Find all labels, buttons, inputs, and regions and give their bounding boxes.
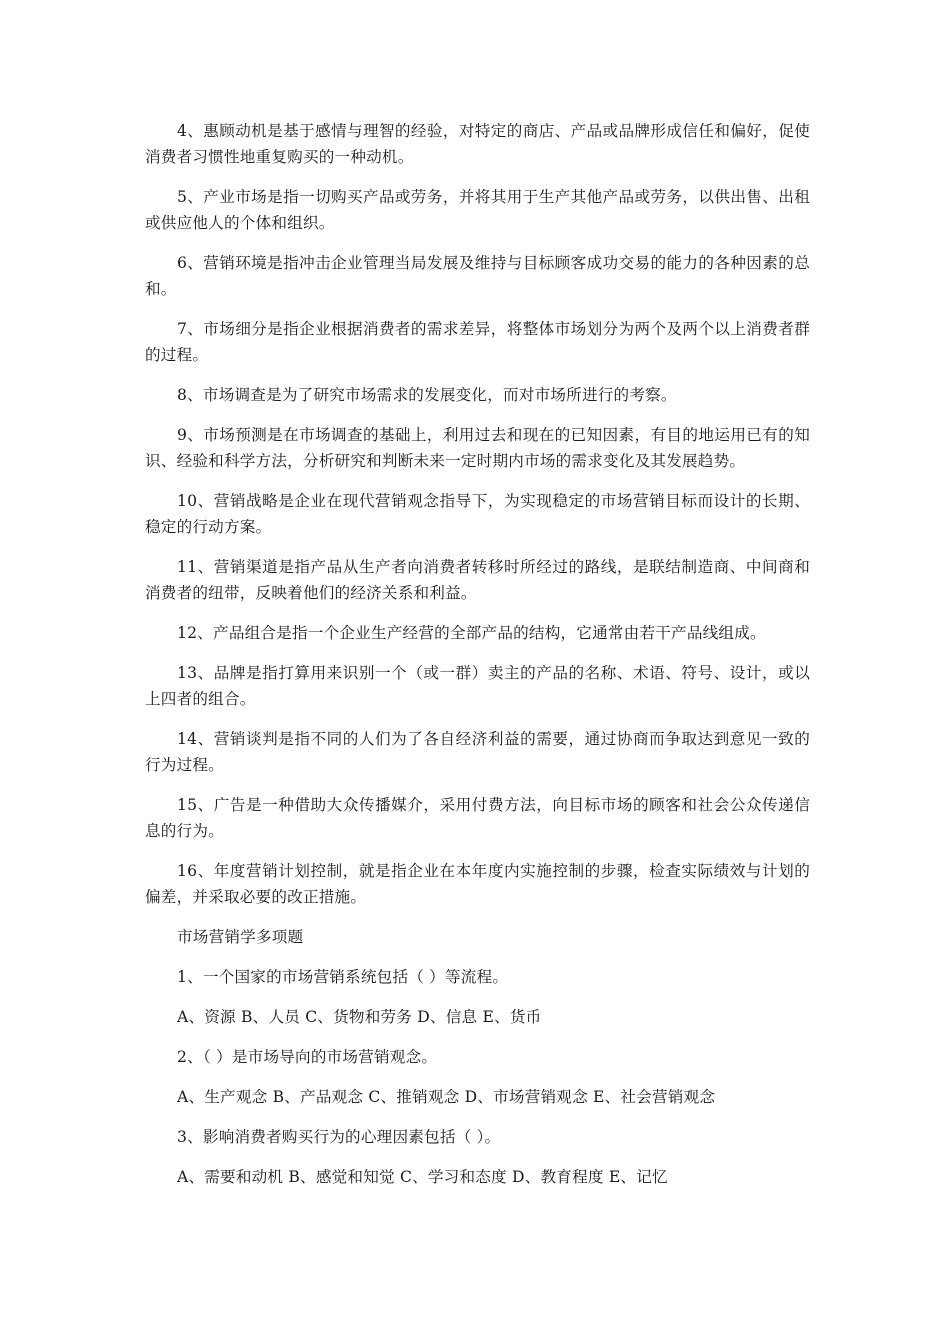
definition-4: 4、惠顾动机是基于感情与理智的经验，对特定的商店、产品或品牌形成信任和偏好，促使消费者习惯性地重复购买的一种动机。: [145, 122, 810, 166]
question-1-options: A、资源 B、人员 C、货物和劳务 D、信息 E、货币: [177, 1008, 542, 1026]
question-3-stem: 3、影响消费者购买行为的心理因素包括（ ）。: [177, 1128, 501, 1146]
question-2-options: A、生产观念 B、产品观念 C、推销观念 D、市场营销观念 E、社会营销观念: [177, 1088, 716, 1106]
definition-15: 15、广告是一种借助大众传播媒介，采用付费方法，向目标市场的顾客和社会公众传递信息的行为。: [145, 796, 810, 840]
definition-11: 11、营销渠道是指产品从生产者向消费者转移时所经过的路线，是联结制造商、中间商和消费者的纽带，反映着他们的经济关系和利益。: [145, 558, 810, 602]
definition-12: 12、产品组合是指一个企业生产经营的全部产品的结构，它通常由若干产品线组成。: [177, 624, 766, 642]
definition-16: 16、年度营销计划控制，就是指企业在本年度内实施控制的步骤，检查实际绩效与计划的偏差，并采取必要的改正措施。: [145, 862, 810, 906]
definition-14: 14、营销谈判是指不同的人们为了各自经济利益的需要，通过协商而争取达到意见一致的行为过程。: [145, 730, 810, 774]
definition-10: 10、营销战略是企业在现代营销观念指导下，为实现稳定的市场营销目标而设计的长期、稳定的行动方案。: [145, 492, 810, 536]
definition-5: 5、产业市场是指一切购买产品或劳务，并将其用于生产其他产品或劳务，以供出售、出租或供应他人的个体和组织。: [145, 188, 810, 232]
definition-8: 8、市场调查是为了研究市场需求的发展变化，而对市场所进行的考察。: [177, 386, 677, 404]
definition-6: 6、营销环境是指冲击企业管理当局发展及维持与目标顾客成功交易的能力的各种因素的总和。: [145, 254, 810, 298]
definition-9: 9、市场预测是在市场调查的基础上，利用过去和现在的已知因素，有目的地运用已有的知识、经验和科学方法，分析研究和判断未来一定时期内市场的需求变化及其发展趋势。: [145, 426, 810, 470]
question-3-options: A、需要和动机 B、感觉和知觉 C、学习和态度 D、教育程度 E、记忆: [177, 1168, 668, 1186]
definition-13: 13、品牌是指打算用来识别一个（或一群）卖主的产品的名称、术语、符号、设计，或以上四者的组合。: [145, 664, 810, 708]
question-2-stem: 2、（ ）是市场导向的市场营销观念。: [177, 1048, 438, 1066]
question-1-stem: 1、一个国家的市场营销系统包括（ ）等流程。: [177, 968, 509, 986]
document-page: [145, 118, 810, 1204]
section-title: 市场营销学多项题: [177, 928, 304, 946]
definition-7: 7、市场细分是指企业根据消费者的需求差异，将整体市场划分为两个及两个以上消费者群的过程。: [145, 320, 810, 364]
